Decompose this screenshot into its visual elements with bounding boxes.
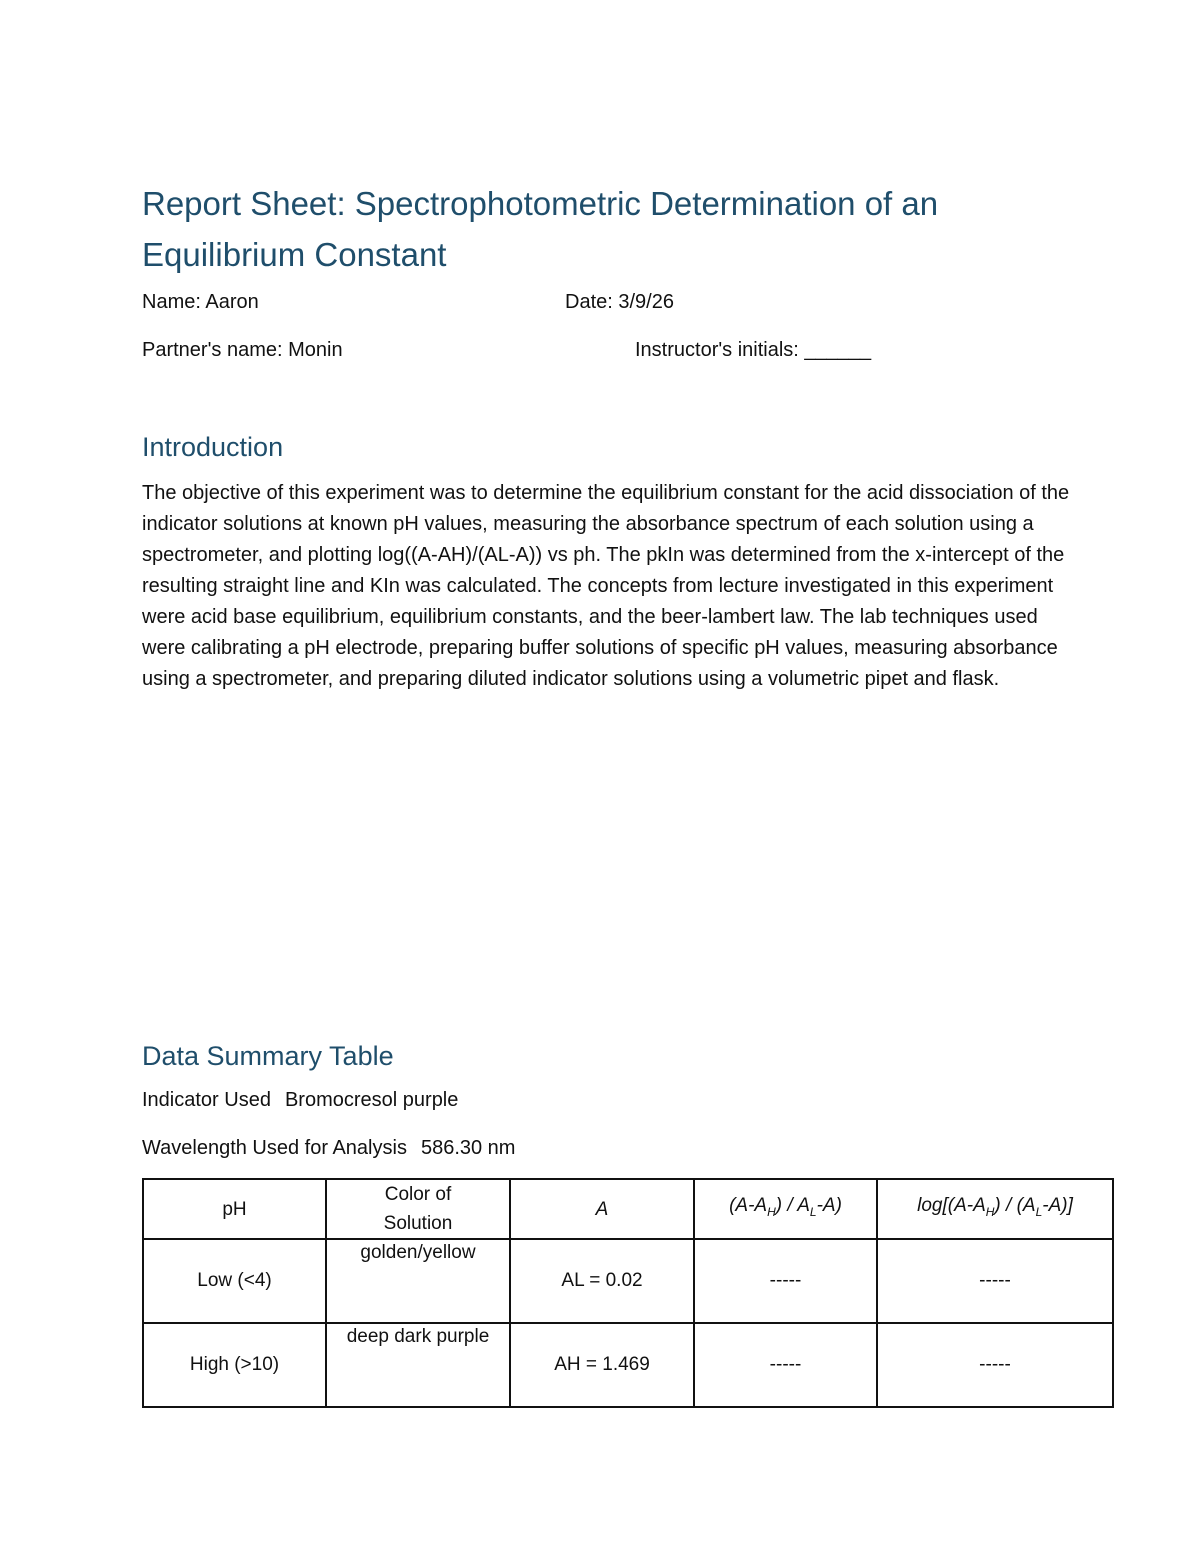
cell-log-ratio: ----- <box>877 1239 1113 1323</box>
cell-color: golden/yellow <box>326 1239 510 1323</box>
col-header-absorbance: A <box>510 1179 694 1239</box>
cell-ratio: ----- <box>694 1239 877 1323</box>
col-header-ratio: $(A-A_H) / A_L-A$) <box>694 1179 877 1239</box>
wavelength-value: 586.30 nm <box>420 1137 516 1159</box>
partner-name: Partner's name: Monin <box>142 339 343 361</box>
col-header-log-ratio: $\log[(A-A_H) / (A_L-A)]$ <box>877 1179 1113 1239</box>
cell-ph: High (>10) <box>143 1323 326 1407</box>
cell-absorbance: AL = 0.02 <box>510 1239 694 1323</box>
col-header-ph: pH <box>143 1179 326 1239</box>
report-title: Report Sheet: Spectrophotometric Determination of an Equilibrium Constant <box>142 185 939 273</box>
data-summary-table <box>142 1178 1114 1408</box>
table-row <box>143 1323 1113 1407</box>
cell-ratio: ----- <box>694 1323 877 1407</box>
col-header-color: Color of Solution <box>326 1179 510 1239</box>
report-date: Date: 3/9/26 <box>565 291 674 313</box>
introduction-heading: Introduction <box>142 432 284 462</box>
indicator-line <box>142 1087 458 1113</box>
indicator-label: Indicator Used <box>142 1089 271 1111</box>
table-row <box>143 1239 1113 1323</box>
wavelength-label: Wavelength Used for Analysis <box>142 1137 407 1159</box>
data-summary-heading: Data Summary Table <box>142 1041 394 1071</box>
student-name: Name: Aaron <box>142 291 259 313</box>
wavelength-line <box>142 1135 515 1161</box>
cell-ph: Low (<4) <box>143 1239 326 1323</box>
introduction-text: The objective of this experiment was to determine the equilibrium constant for the acid dissociation of the indicator solutions at known pH values, measuring the absorbance spectrum of each solution using a spectrometer, and plotting log((A-AH)/(AL-A)) vs ph. The pkIn was determined from the x-intercept of the resulting straight line and KIn was calculated. The concepts from lecture investigated in this experiment were acid base equilibrium, equilibrium constants, and the beer-lambert law. The lab techniques used were calibrating a pH electrode, preparing buffer solutions of specific pH values, measuring absorbance using a spectrometer, and preparing diluted indicator solutions using a volumetric pipet and flask. <box>142 482 1070 690</box>
cell-log-ratio: ----- <box>877 1323 1113 1407</box>
table-header-row <box>143 1179 1113 1239</box>
cell-color: deep dark purple <box>326 1323 510 1407</box>
cell-absorbance: AH = 1.469 <box>510 1323 694 1407</box>
instructor-initials: Instructor's initials: ______ <box>635 339 872 361</box>
indicator-value: Bromocresol purple <box>284 1089 459 1111</box>
